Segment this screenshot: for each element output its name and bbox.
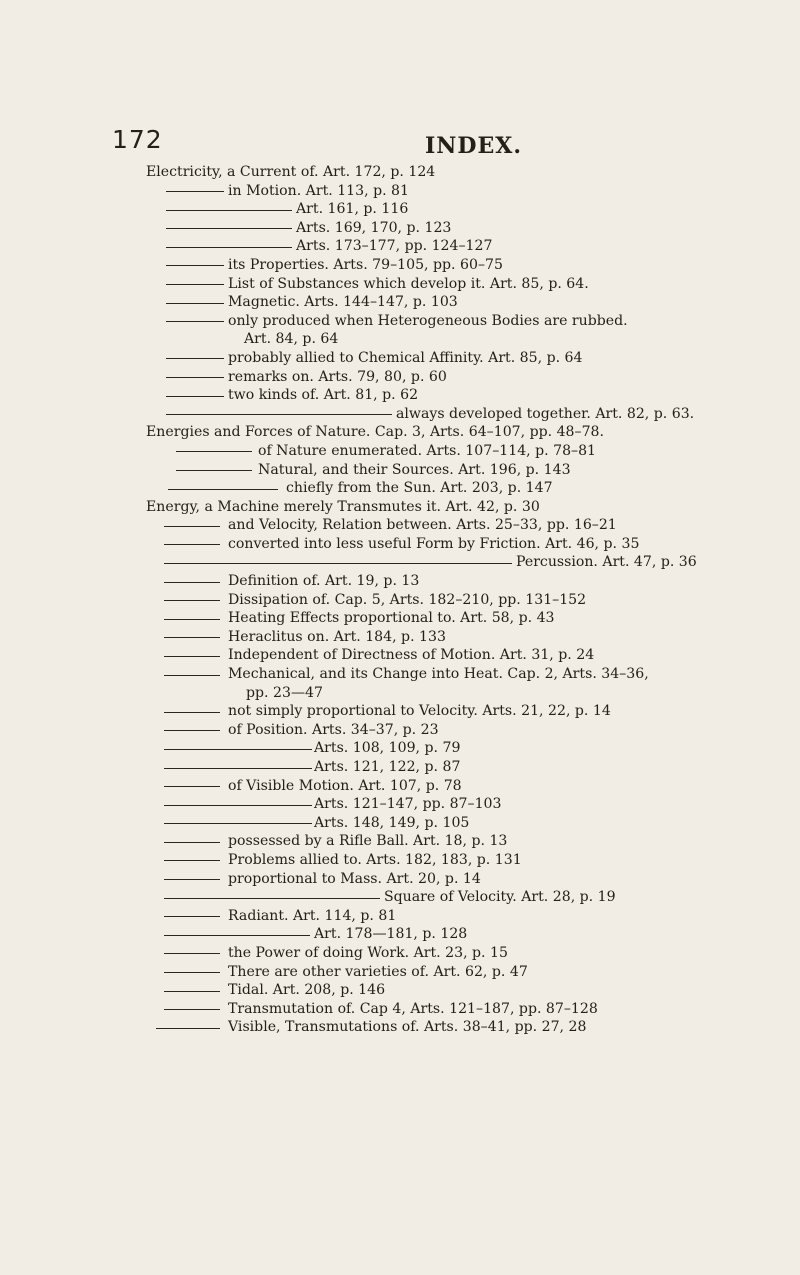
entry-text: two kinds of. Art. 81, p. 62 <box>228 387 419 404</box>
index-entry <box>0 944 800 963</box>
index-entry <box>0 870 800 889</box>
entry-text: Arts. 169, 170, p. 123 <box>296 219 452 236</box>
index-entry <box>0 182 800 201</box>
entry-text: Energies and Forces of Nature. Cap. 3, Arts. 64–107, pp. 48–78. <box>146 424 604 441</box>
entry-text: Arts. 121, 122, p. 87 <box>314 759 461 775</box>
ditto-dash <box>164 768 312 769</box>
entry-text: Arts. 173–177, pp. 124–127 <box>296 238 493 255</box>
entry-text: Arts. 148, 149, p. 105 <box>314 814 470 831</box>
entry-text: of Nature enumerated. Arts. 107–114, p. 78–81 <box>258 442 597 459</box>
entry-text: in Motion. Art. 113, p. 81 <box>228 182 409 199</box>
index-entry <box>0 925 800 944</box>
ditto-dash <box>164 860 220 861</box>
ditto-dash <box>164 563 512 564</box>
index-entry <box>0 461 800 480</box>
index-entry <box>0 1018 800 1037</box>
index-entry <box>0 423 800 442</box>
ditto-dash <box>164 749 312 750</box>
index-entry <box>0 163 800 182</box>
index-entry <box>0 832 800 851</box>
index-entry <box>0 609 800 628</box>
ditto-dash <box>164 805 312 806</box>
ditto-dash <box>166 210 292 211</box>
entry-text: Square of Velocity. Art. 28, p. 19 <box>384 889 616 906</box>
index-entries <box>0 163 800 1037</box>
ditto-dash <box>156 1028 220 1029</box>
index-entry <box>0 442 800 461</box>
ditto-dash <box>166 377 224 378</box>
index-entry <box>0 888 800 907</box>
index-entry <box>0 572 800 591</box>
entry-text: Transmutation of. Cap 4, Arts. 121–187, pp. 87–128 <box>228 1000 598 1017</box>
index-entry <box>0 200 800 219</box>
ditto-dash <box>164 786 220 787</box>
index-entry <box>0 739 800 758</box>
entry-text: always developed together. Art. 82, p. 63. <box>396 405 695 422</box>
page-number: 172 <box>112 125 163 154</box>
entry-text: remarks on. Arts. 79, 80, p. 60 <box>228 368 447 385</box>
entry-text: List of Substances which develop it. Art. 85, p. 64. <box>228 275 589 292</box>
ditto-dash <box>166 247 292 248</box>
ditto-dash <box>164 637 220 638</box>
entry-text: Heraclitus on. Art. 184, p. 133 <box>228 628 446 645</box>
index-entry <box>0 368 800 387</box>
entry-text: Arts. 108, 109, p. 79 <box>314 740 461 757</box>
index-entry <box>0 665 800 684</box>
index-entry <box>0 814 800 833</box>
index-entry <box>0 516 800 535</box>
entry-text: converted into less useful Form by Friction. Art. 46, p. 35 <box>228 535 640 552</box>
ditto-dash <box>164 526 220 527</box>
ditto-dash <box>164 991 220 992</box>
entry-text: Problems allied to. Arts. 182, 183, p. 131 <box>228 851 522 868</box>
entry-text: proportional to Mass. Art. 20, p. 14 <box>228 870 481 887</box>
ditto-dash <box>166 228 292 229</box>
ditto-dash <box>166 358 224 359</box>
ditto-dash <box>164 730 220 731</box>
index-entry <box>0 907 800 926</box>
ditto-dash <box>164 898 380 899</box>
index-entry <box>0 349 800 368</box>
entry-text: Definition of. Art. 19, p. 13 <box>228 573 420 590</box>
entry-text: of Position. Arts. 34–37, p. 23 <box>228 721 439 738</box>
index-entry <box>0 758 800 777</box>
ditto-dash <box>164 1009 220 1010</box>
entry-text: There are other varieties of. Art. 62, p. 47 <box>228 963 528 980</box>
index-entry <box>0 553 800 572</box>
index-entry <box>0 1000 800 1019</box>
index-entry <box>0 535 800 554</box>
ditto-dash <box>164 619 220 620</box>
index-entry <box>0 981 800 1000</box>
index-entry <box>0 237 800 256</box>
entry-text: Art. 178—181, p. 128 <box>314 926 468 943</box>
entry-text: possessed by a Rifle Ball. Art. 18, p. 13 <box>228 833 508 850</box>
ditto-dash <box>166 321 224 322</box>
index-entry <box>0 256 800 275</box>
ditto-dash <box>166 284 224 285</box>
ditto-dash <box>164 675 220 676</box>
index-entry <box>0 702 800 721</box>
ditto-dash <box>164 879 220 880</box>
page-title: INDEX. <box>425 133 522 159</box>
index-entry <box>0 498 800 517</box>
entry-text: Percussion. Art. 47, p. 36 <box>516 554 697 571</box>
entry-text: Visible, Transmutations of. Arts. 38–41, pp. 27, 28 <box>228 1019 587 1036</box>
entry-text: Mechanical, and its Change into Heat. Cap. 2, Arts. 34–36, <box>228 666 649 683</box>
index-entry <box>0 777 800 796</box>
ditto-dash <box>164 953 220 954</box>
index-entry <box>0 721 800 740</box>
index-entry <box>0 646 800 665</box>
index-entry <box>0 963 800 982</box>
entry-text: Radiant. Art. 114, p. 81 <box>228 907 397 924</box>
ditto-dash <box>164 842 220 843</box>
ditto-dash <box>164 544 220 545</box>
ditto-dash <box>166 396 224 397</box>
index-entry-continuation <box>0 330 800 349</box>
entry-text: Natural, and their Sources. Art. 196, p. 143 <box>258 461 571 478</box>
entry-text: of Visible Motion. Art. 107, p. 78 <box>228 777 462 794</box>
index-entry <box>0 312 800 331</box>
entry-text: Magnetic. Arts. 144–147, p. 103 <box>228 294 458 311</box>
index-entry-continuation <box>0 684 800 703</box>
entry-text: only produced when Heterogeneous Bodies are rubbed. <box>228 312 628 329</box>
ditto-dash <box>176 451 252 452</box>
ditto-dash <box>166 303 224 304</box>
entry-text: pp. 23—47 <box>246 684 323 701</box>
entry-text: the Power of doing Work. Art. 23, p. 15 <box>228 944 508 961</box>
ditto-dash <box>164 712 220 713</box>
index-entry <box>0 275 800 294</box>
ditto-dash <box>176 470 252 471</box>
entry-text: Dissipation of. Cap. 5, Arts. 182–210, pp. 131–152 <box>228 591 587 608</box>
ditto-dash <box>164 656 220 657</box>
index-entry <box>0 851 800 870</box>
ditto-dash <box>164 823 312 824</box>
ditto-dash <box>166 191 224 192</box>
ditto-dash <box>164 582 220 583</box>
index-entry <box>0 591 800 610</box>
ditto-dash <box>164 935 310 936</box>
ditto-dash <box>164 916 220 917</box>
index-entry <box>0 405 800 424</box>
entry-text: Energy, a Machine merely Transmutes it. Art. 42, p. 30 <box>146 498 540 515</box>
ditto-dash <box>164 600 220 601</box>
ditto-dash <box>168 489 278 490</box>
index-entry <box>0 795 800 814</box>
ditto-dash <box>166 414 392 415</box>
entry-text: Art. 161, p. 116 <box>296 201 409 218</box>
index-entry <box>0 479 800 498</box>
entry-text: its Properties. Arts. 79–105, pp. 60–75 <box>228 256 503 273</box>
index-entry <box>0 386 800 405</box>
ditto-dash <box>166 265 224 266</box>
entry-text: Heating Effects proportional to. Art. 58, p. 43 <box>228 610 555 627</box>
entry-text: Art. 84, p. 64 <box>244 331 339 348</box>
entry-text: chiefly from the Sun. Art. 203, p. 147 <box>286 480 553 497</box>
entry-text: Independent of Directness of Motion. Art. 31, p. 24 <box>228 647 595 664</box>
entry-text: and Velocity, Relation between. Arts. 25–33, pp. 16–21 <box>228 517 617 534</box>
entry-text: Electricity, a Current of. Art. 172, p. 124 <box>146 164 436 180</box>
index-entry <box>0 219 800 238</box>
entry-text: Tidal. Art. 208, p. 146 <box>228 982 386 999</box>
entry-text: not simply proportional to Velocity. Arts. 21, 22, p. 14 <box>228 703 611 720</box>
entry-text: Arts. 121–147, pp. 87–103 <box>314 796 502 813</box>
ditto-dash <box>164 972 220 973</box>
entry-text: probably allied to Chemical Affinity. Art. 85, p. 64 <box>228 349 583 366</box>
index-entry <box>0 628 800 647</box>
index-entry <box>0 293 800 312</box>
